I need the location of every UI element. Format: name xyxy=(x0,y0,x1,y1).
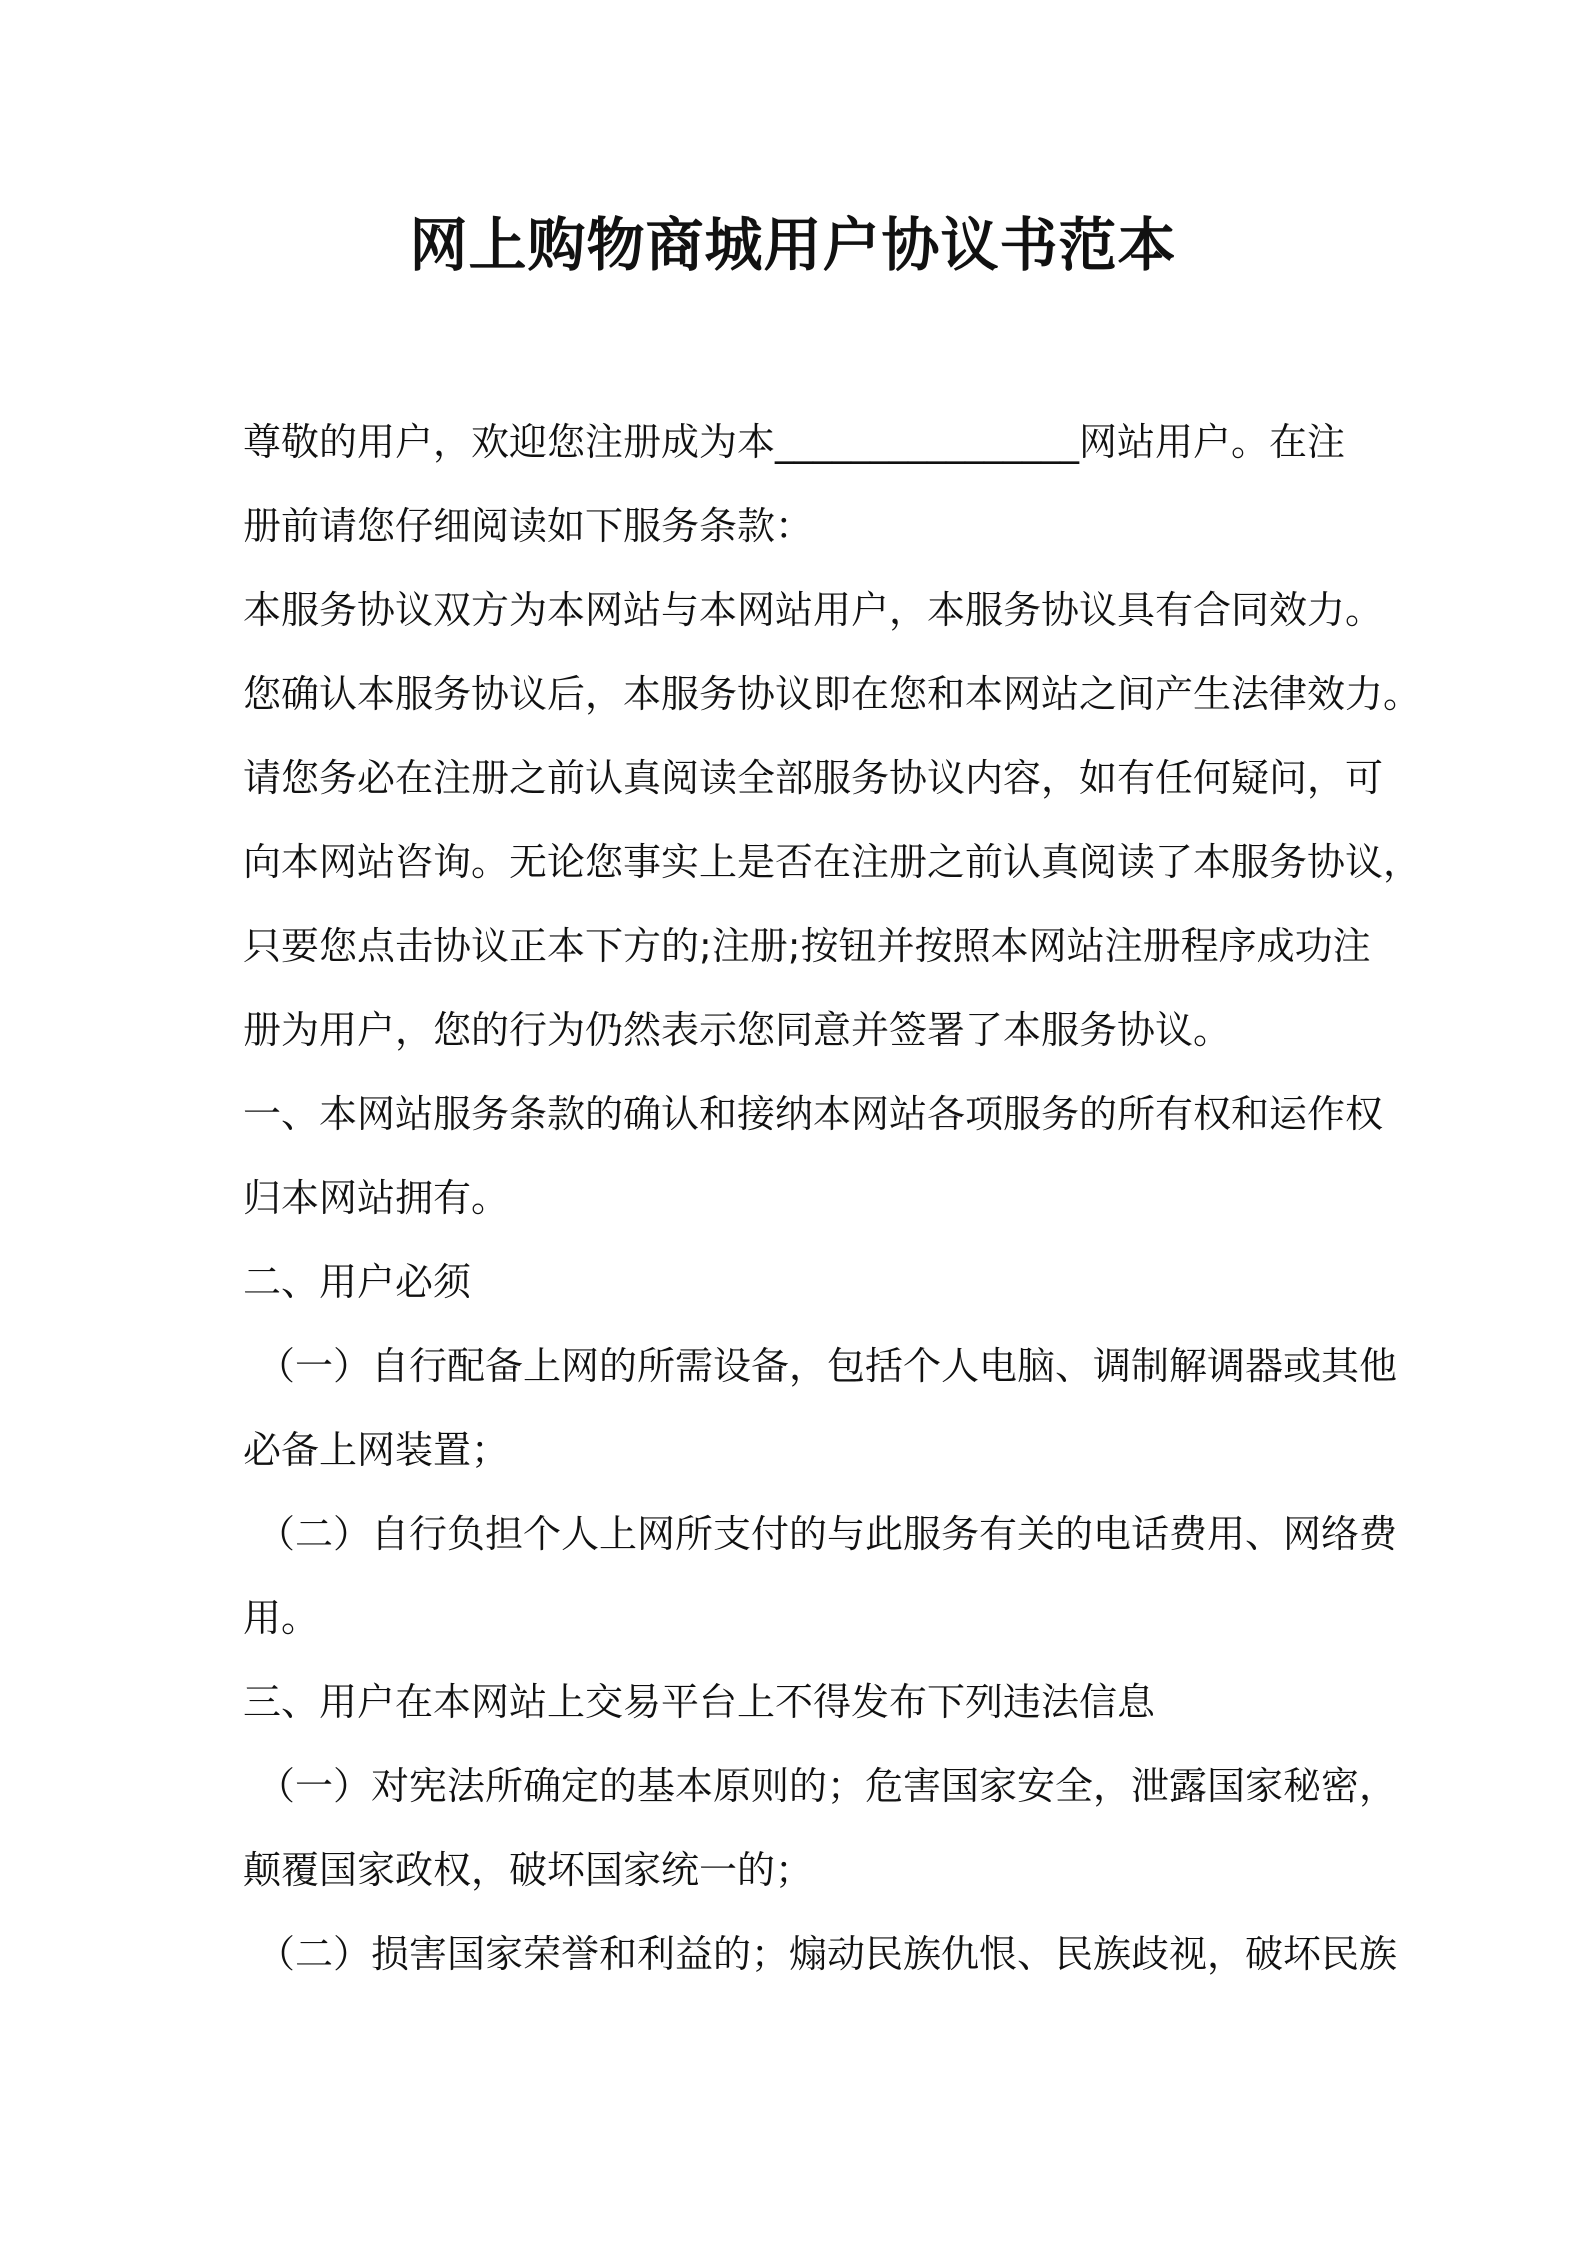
body-line: 必备上网装置； xyxy=(243,1428,510,1472)
document-title: 网上购物商城用户协议书范本 xyxy=(409,211,1177,279)
document-body xyxy=(243,400,1422,1996)
section-heading: 一、本网站服务条款的确认和接纳本网站各项服务的所有权和运作权 xyxy=(243,1092,1384,1136)
body-line: 只要您点击协议正本下方的;注册;按钮并按照本网站注册程序成功注 xyxy=(243,924,1371,968)
clause-line: （二）自行负担个人上网所支付的与此服务有关的电话费用、网络费 xyxy=(257,1512,1398,1556)
body-line: 您确认本服务协议后，本服务协议即在您和本网站之间产生法律效力。 xyxy=(243,672,1422,716)
section-heading: 三、用户在本网站上交易平台上不得发布下列违法信息 xyxy=(243,1680,1156,1724)
section-heading: 二、用户必须 xyxy=(243,1260,472,1304)
body-line: 请您务必在注册之前认真阅读全部服务协议内容，如有任何疑问，可 xyxy=(243,756,1384,800)
body-line: 向本网站咨询。无论您事实上是否在注册之前认真阅读了本服务协议， xyxy=(243,840,1422,884)
body-line: 尊敬的用户，欢迎您注册成为本________________网站用户。在注 xyxy=(243,420,1346,464)
body-line: 册为用户，您的行为仍然表示您同意并签署了本服务协议。 xyxy=(243,1008,1232,1052)
clause-line: （一）对宪法所确定的基本原则的；危害国家安全，泄露国家秘密， xyxy=(257,1764,1398,1808)
body-line: 归本网站拥有。 xyxy=(243,1176,510,1220)
clause-line: （二）损害国家荣誉和利益的；煽动民族仇恨、民族歧视，破坏民族 xyxy=(257,1932,1398,1976)
body-line: 颠覆国家政权，破坏国家统一的； xyxy=(243,1848,814,1892)
body-line: 用。 xyxy=(243,1596,320,1640)
body-line: 册前请您仔细阅读如下服务条款： xyxy=(243,504,814,548)
clause-line: （一）自行配备上网的所需设备，包括个人电脑、调制解调器或其他 xyxy=(257,1344,1398,1388)
body-line: 本服务协议双方为本网站与本网站用户，本服务协议具有合同效力。 xyxy=(243,588,1384,632)
